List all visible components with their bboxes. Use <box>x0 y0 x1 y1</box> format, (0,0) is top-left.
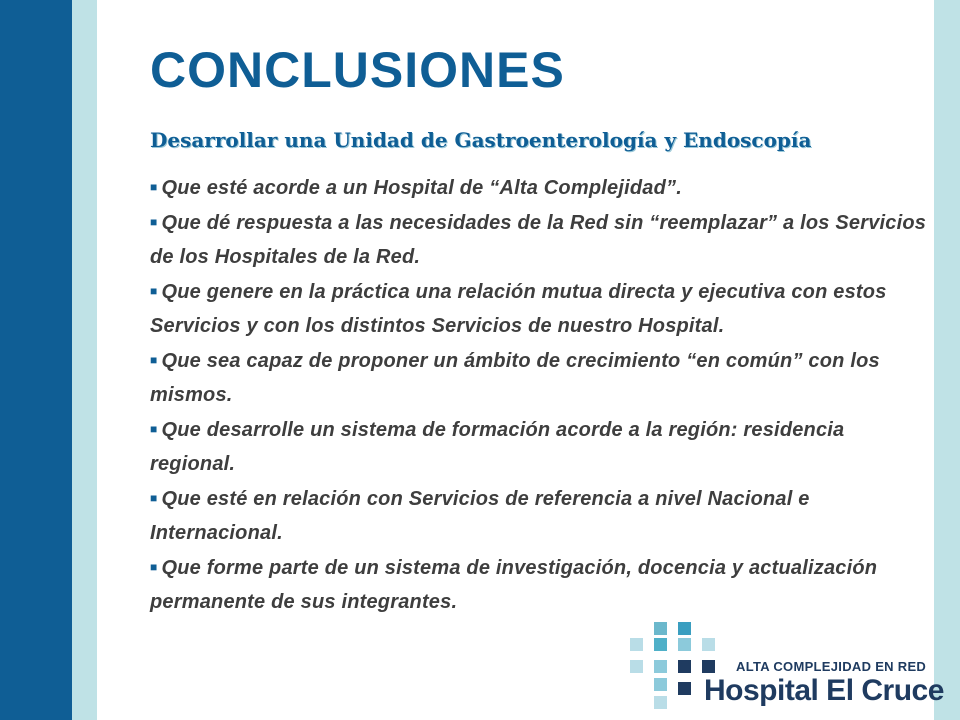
square-bullet-icon: ■ <box>150 215 158 229</box>
bullet-text: Que desarrolle un sistema de formación acorde a la región: residencia regional. <box>150 419 845 475</box>
bullet-item <box>150 550 935 619</box>
logo-square-icon <box>654 622 667 635</box>
logo-square-icon <box>630 660 643 673</box>
logo-square-icon <box>630 638 643 651</box>
bullet-item <box>150 343 935 412</box>
hospital-logo <box>630 612 944 712</box>
logo-square-icon <box>654 660 667 673</box>
bullet-item <box>150 274 935 343</box>
bullet-text: Que sea capaz de proponer un ámbito de crecimiento “en común” con los mismos. <box>150 350 880 406</box>
bullet-item <box>150 412 935 481</box>
logo-square-icon <box>654 696 667 709</box>
logo-hospital-name: Hospital El Cruce <box>704 674 944 707</box>
square-bullet-icon: ■ <box>150 353 158 367</box>
square-bullet-icon: ■ <box>150 180 158 194</box>
logo-square-icon <box>654 678 667 691</box>
left-accent-bar <box>0 0 72 720</box>
slide-title: CONCLUSIONES <box>150 42 565 98</box>
square-bullet-icon: ■ <box>150 560 158 574</box>
logo-square-icon <box>678 660 691 673</box>
bullet-item <box>150 170 935 205</box>
logo-square-icon <box>678 638 691 651</box>
logo-square-icon <box>702 660 715 673</box>
square-bullet-icon: ■ <box>150 422 158 436</box>
left-light-accent-bar <box>72 0 97 720</box>
logo-square-icon <box>654 638 667 651</box>
right-accent-bar <box>934 0 960 720</box>
bullet-text: Que dé respuesta a las necesidades de la Red sin “reemplazar” a los Servicios de los Hospitales de la Red. <box>150 212 927 268</box>
bullet-item <box>150 205 935 274</box>
logo-tagline: ALTA COMPLEJIDAD EN RED <box>736 659 927 674</box>
logo-square-icon <box>678 622 691 635</box>
conclusions-list <box>150 170 935 619</box>
slide-subtitle: Desarrollar una Unidad de Gastroenterología y Endoscopía <box>150 128 812 152</box>
bullet-text: Que esté acorde a un Hospital de “Alta Complejidad”. <box>161 177 682 199</box>
bullet-text: Que genere en la práctica una relación mutua directa y ejecutiva con estos Servicios y con los distintos Servicios de nuestro Hospital. <box>150 281 887 337</box>
bullet-item <box>150 481 935 550</box>
bullet-text: Que forme parte de un sistema de investigación, docencia y actualización permanente de sus integrantes. <box>150 557 878 613</box>
logo-square-icon <box>678 682 691 695</box>
logo-square-icon <box>702 638 715 651</box>
square-bullet-icon: ■ <box>150 284 158 298</box>
bullet-text: Que esté en relación con Servicios de referencia a nivel Nacional e Internacional. <box>150 488 810 544</box>
square-bullet-icon: ■ <box>150 491 158 505</box>
